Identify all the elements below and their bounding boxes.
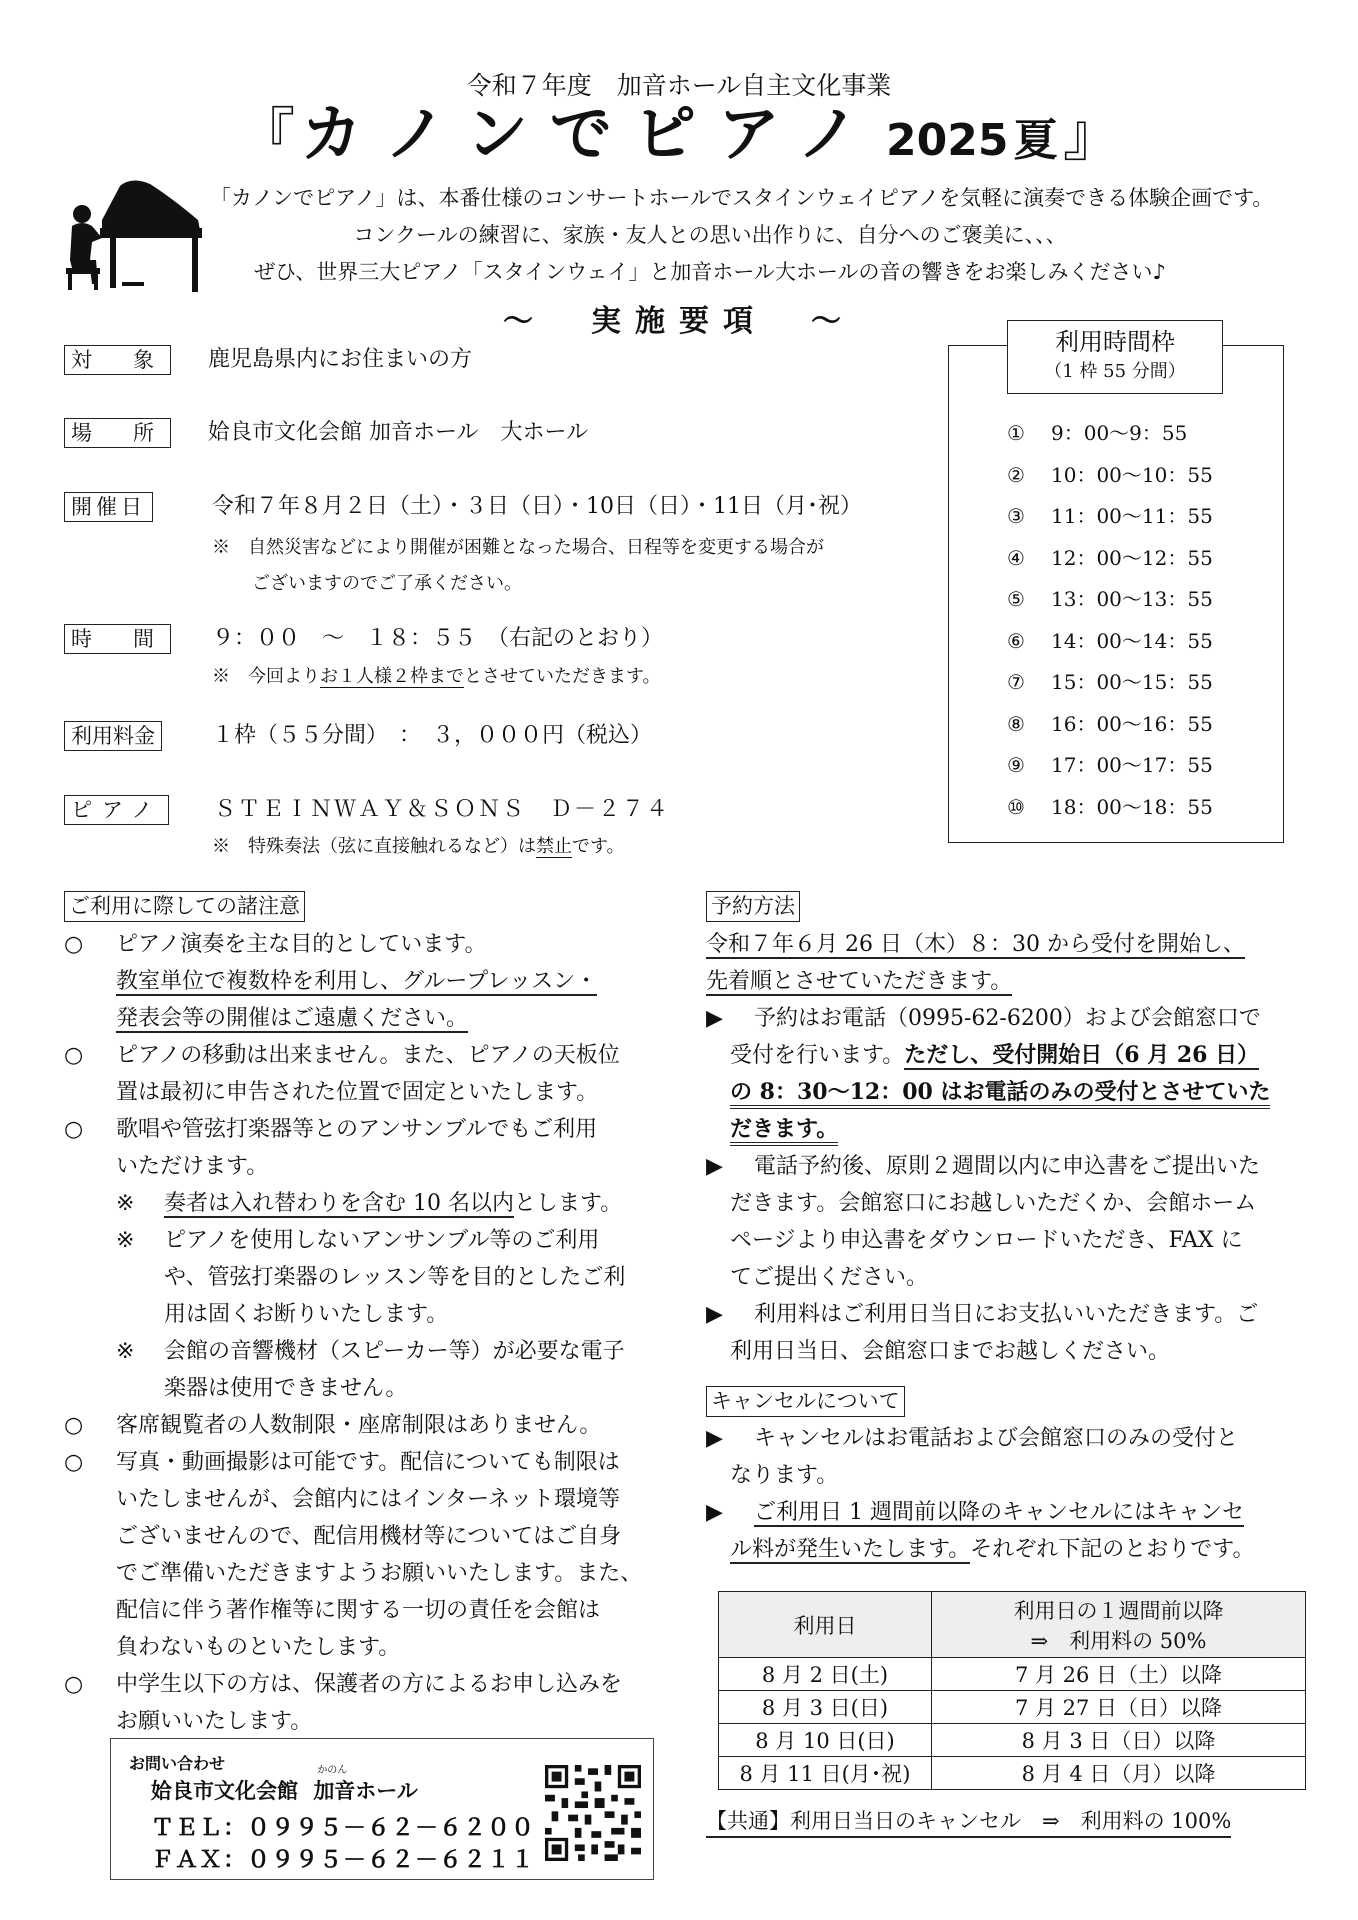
arrow-bullet-icon: ▶ bbox=[706, 1302, 723, 1327]
reservation-line: 利用日当日、会館窓口までお越しください。 bbox=[730, 1339, 1171, 1364]
time-slot-number: ⑤ bbox=[1007, 587, 1025, 611]
note-line: 負わないものといたします。 bbox=[116, 1635, 401, 1660]
note-line: ございませんので、配信用機材等についてはご自身 bbox=[116, 1524, 622, 1549]
contact-tel[interactable]: ＴＥＬ：０９９５－６２－６２００ bbox=[151, 1815, 535, 1841]
place-label: 場 所 bbox=[64, 418, 171, 448]
note-line: 置は最初に申告された位置で固定といたします。 bbox=[116, 1080, 599, 1105]
cancel-line: ご利用日 1 週間前以降のキャンセルにはキャンセ bbox=[754, 1500, 1244, 1525]
arrow-bullet-icon: ▶ bbox=[706, 1006, 723, 1031]
note-item bbox=[64, 1037, 684, 1111]
detail-place bbox=[64, 418, 589, 448]
time-slot-row bbox=[1007, 418, 1277, 460]
time-slot-number: ⑨ bbox=[1007, 753, 1025, 777]
kome-mark: ※ bbox=[116, 1228, 135, 1253]
cancel-bullet bbox=[706, 1494, 1306, 1568]
time-slot-row bbox=[1007, 543, 1277, 585]
page-title bbox=[0, 94, 1358, 174]
note-line: 客席観覧者の人数制限・座席制限はありません。 bbox=[116, 1413, 602, 1438]
time-slot-number: ③ bbox=[1007, 504, 1025, 528]
date-note-line: ※ 自然災害などにより開催が困難となった場合、日程等を変更する場合が bbox=[212, 537, 824, 558]
time-slot-row bbox=[1007, 626, 1277, 668]
time-slot-number: ⑦ bbox=[1007, 670, 1025, 694]
cancel-fee-table bbox=[718, 1591, 1306, 1790]
table-body bbox=[719, 1658, 1306, 1790]
fee-label: 利用料金 bbox=[64, 721, 162, 751]
time-slot-row bbox=[1007, 501, 1277, 543]
piano-note-emphasis: 禁止 bbox=[536, 836, 572, 857]
intro-line: ぜひ、世界三大ピアノ「スタインウェイ」と加音ホール大ホールの音の響きをお楽しみください♪ bbox=[254, 260, 1166, 284]
table-cell-deadline: 7 月 26 日（土）以降 bbox=[932, 1658, 1306, 1691]
time-note-pre: ※ 今回より bbox=[212, 666, 320, 687]
time-slot-subtitle: （1 枠 55 分間） bbox=[1044, 361, 1186, 382]
date-value: 令和７年８月２日（土）・３日（日）・10日（日）・11日（月･祝） bbox=[212, 494, 862, 519]
date-label: 開催日 bbox=[64, 492, 153, 522]
note-line: いただけます。 bbox=[116, 1154, 269, 1179]
note-line: 発表会等の開催はご遠慮ください。 bbox=[116, 1006, 469, 1031]
cancel-line: キャンセルはお電話および会館窓口のみの受付と bbox=[754, 1426, 1239, 1451]
arrow-bullet-icon: ▶ bbox=[706, 1500, 723, 1525]
time-slot-time: 17：00～17：55 bbox=[1051, 753, 1213, 777]
note-line: 奏者は入れ替わりを含む 10 名以内とします。 bbox=[164, 1191, 623, 1216]
reservation-bullet bbox=[706, 1000, 1306, 1148]
circle-bullet: ○ bbox=[64, 932, 84, 957]
reservation-bullet bbox=[706, 1296, 1306, 1370]
reservation-line: 令和７年６月 26 日（木）８：30 から受付を開始し、 bbox=[706, 932, 1245, 957]
reservation-line: だきます。会館窓口にお越しいただくか、会館ホーム bbox=[730, 1191, 1257, 1216]
table-header-deadline: 利用日の１週間前以降 ⇒ 利用料の 50% bbox=[932, 1592, 1306, 1658]
time-slot-number: ⑩ bbox=[1007, 794, 1025, 819]
time-slot-box bbox=[948, 328, 1284, 843]
circle-bullet: ○ bbox=[64, 1672, 84, 1697]
section-heading: ～ 実施要項 ～ bbox=[503, 304, 855, 339]
note-line: いたしませんが、会館内にはインターネット環境等 bbox=[116, 1487, 621, 1512]
time-slot-time: 18：00～18：55 bbox=[1051, 794, 1213, 819]
time-slot-time: 9：00～9：55 bbox=[1051, 421, 1188, 445]
note-line: ピアノの移動は出来ません。また、ピアノの天板位 bbox=[116, 1043, 620, 1068]
time-slot-number: ⑧ bbox=[1007, 711, 1025, 736]
target-label: 対 象 bbox=[64, 345, 171, 375]
note-line: 教室単位で複数枠を利用し、グループレッスン・ bbox=[116, 969, 598, 994]
table-cell-deadline: 8 月 3 日（日）以降 bbox=[932, 1724, 1306, 1757]
contact-hall-ruby: かのん bbox=[317, 1765, 348, 1776]
title-season: 夏 bbox=[1013, 115, 1058, 166]
note-item bbox=[64, 926, 684, 1037]
contact-fax: ＦＡＸ：０９９５－６２－６２１１ bbox=[151, 1847, 535, 1873]
time-slot-time: 11：00～11：55 bbox=[1051, 504, 1213, 528]
time-slot-row bbox=[1007, 792, 1277, 834]
table-row bbox=[719, 1658, 1306, 1691]
sub-note bbox=[116, 1333, 684, 1407]
date-note bbox=[212, 530, 824, 602]
detail-piano bbox=[64, 795, 671, 825]
detail-date bbox=[64, 492, 862, 522]
table-cell-date: 8 月 10 日(日) bbox=[719, 1724, 932, 1757]
cancel-body bbox=[706, 1420, 1306, 1568]
circle-bullet: ○ bbox=[64, 1117, 84, 1142]
cancel-common-note: 【共通】利用日当日のキャンセル ⇒ 利用料の 100% bbox=[706, 1806, 1231, 1838]
table-cell-date: 8 月 3 日(日) bbox=[719, 1691, 932, 1724]
cancel-line: なります。 bbox=[730, 1463, 839, 1488]
reservation-line: ページより申込書をダウンロードいただき、FAX に bbox=[730, 1228, 1243, 1253]
intro-text bbox=[210, 180, 1274, 291]
piano-note-pre: ※ 特殊奏法（弦に直接触れるなど）は bbox=[212, 836, 536, 857]
reservation-body bbox=[706, 926, 1306, 1370]
table-row bbox=[719, 1691, 1306, 1724]
time-slot-time: 10：00～10：55 bbox=[1051, 462, 1213, 487]
note-line: や、管弦打楽器のレッスン等を目的としたご利 bbox=[164, 1265, 626, 1290]
qr-code-icon[interactable] bbox=[545, 1765, 641, 1861]
note-line: ピアノ演奏を主な目的としています。 bbox=[116, 932, 487, 957]
time-note bbox=[212, 662, 661, 692]
time-value: ９：００ ～ １８：５５ （右記のとおり） bbox=[212, 626, 664, 651]
title-bracket-close: 』 bbox=[1062, 101, 1121, 169]
note-line: 用は固くお断りいたします。 bbox=[164, 1302, 449, 1327]
title-bracket-open: 『 bbox=[237, 101, 296, 169]
arrow-bullet-icon: ▶ bbox=[706, 1426, 723, 1451]
note-line: 中学生以下の方は、保護者の方によるお申し込みを bbox=[116, 1672, 623, 1697]
table-header-date: 利用日 bbox=[719, 1592, 932, 1658]
reservation-line: だきます。 bbox=[730, 1111, 1306, 1148]
time-note-emphasis: お１人様２枠まで bbox=[320, 666, 464, 687]
intro-line: コンクールの練習に、家族・友人との思い出作りに、自分へのご褒美に、、、 bbox=[353, 223, 1067, 247]
note-item bbox=[64, 1111, 684, 1407]
reservation-line: 利用料はご利用日当日にお支払いいただきます。ご bbox=[754, 1302, 1259, 1327]
piano-note-post: です。 bbox=[572, 836, 625, 857]
circle-bullet: ○ bbox=[64, 1450, 84, 1475]
fee-value: １枠（５５分間） ： ３，０００円（税込） bbox=[212, 723, 653, 748]
note-line: 配信に伴う著作権等に関する一切の責任を会館は bbox=[116, 1598, 601, 1623]
table-row bbox=[719, 1724, 1306, 1757]
time-slot-time: 16：00～16：55 bbox=[1051, 711, 1213, 736]
arrow-bullet-icon: ▶ bbox=[706, 1154, 723, 1179]
table-cell-deadline: 8 月 4 日（月）以降 bbox=[932, 1757, 1306, 1790]
date-note-line: ございますのでご了承ください。 bbox=[252, 573, 522, 594]
piano-label: ピアノ bbox=[64, 795, 169, 825]
time-slot-row bbox=[1007, 709, 1277, 751]
detail-target bbox=[64, 345, 473, 375]
reservation-bullet bbox=[706, 1148, 1306, 1296]
table-cell-deadline: 7 月 27 日（日）以降 bbox=[932, 1691, 1306, 1724]
title-year: 2025 bbox=[886, 115, 1009, 166]
grand-piano-player-icon bbox=[62, 176, 210, 296]
reservation-heading: 予約方法 bbox=[706, 891, 800, 922]
time-slot-time: 13：00～13：55 bbox=[1051, 587, 1213, 611]
time-note-post: とさせていただきます。 bbox=[464, 666, 661, 687]
cancel-bullet bbox=[706, 1420, 1306, 1494]
event-subtitle: 令和７年度 加音ホール自主文化事業 bbox=[466, 71, 892, 100]
time-slot-row bbox=[1007, 667, 1277, 709]
time-slot-row bbox=[1007, 460, 1277, 502]
time-label: 時 間 bbox=[64, 624, 171, 654]
time-slot-list bbox=[1007, 418, 1277, 833]
time-slot-time: 12：00～12：55 bbox=[1051, 545, 1213, 570]
reservation-line: 予約はお電話（0995-62-6200）および会館窓口で bbox=[754, 1006, 1261, 1031]
sub-note bbox=[116, 1185, 684, 1222]
table-header-row bbox=[719, 1592, 1306, 1658]
time-slot-title-box bbox=[1007, 320, 1223, 394]
reservation-line: 先着順とさせていただきます。 bbox=[706, 969, 1013, 994]
note-line: 歌唱や管弦打楽器等とのアンサンブルでもご利用 bbox=[116, 1117, 598, 1142]
target-value: 鹿児島県内にお住まいの方 bbox=[208, 347, 473, 372]
contact-org-name: 姶良市文化会館 bbox=[151, 1779, 298, 1803]
place-value: 姶良市文化会館 加音ホール 大ホール bbox=[208, 420, 589, 445]
piano-note bbox=[212, 832, 625, 862]
kome-mark: ※ bbox=[116, 1191, 135, 1216]
contact-heading: お問い合わせ bbox=[129, 1754, 226, 1773]
reservation-line: 受付を行います。ただし、受付開始日（6 月 26 日） bbox=[730, 1042, 1260, 1068]
cancel-heading: キャンセルについて bbox=[706, 1386, 905, 1417]
cancel-line: ル料が発生いたします。それぞれ下記のとおりです。 bbox=[730, 1537, 1255, 1562]
time-slot-title: 利用時間枠 bbox=[1055, 328, 1175, 356]
detail-time bbox=[64, 624, 664, 654]
contact-box bbox=[110, 1738, 654, 1880]
time-slot-number: ⑥ bbox=[1007, 628, 1025, 653]
piano-value: ＳＴＥＩＮＷＡＹ＆ＳＯＮＳ Ｄ－２７４ bbox=[214, 797, 671, 822]
table-cell-date: 8 月 2 日(土) bbox=[719, 1658, 932, 1691]
table-row bbox=[719, 1757, 1306, 1790]
time-slot-time: 15：00～15：55 bbox=[1051, 670, 1213, 694]
circle-bullet: ○ bbox=[64, 1043, 84, 1068]
reservation-line: てご提出ください。 bbox=[730, 1265, 929, 1290]
notes-heading: ご利用に際しての諸注意 bbox=[64, 891, 305, 922]
contact-org bbox=[151, 1765, 418, 1805]
intro-line: 「カノンでピアノ」は、本番仕様のコンサートホールでスタインウェイピアノを気軽に演奏できる体験企画です。 bbox=[210, 186, 1274, 210]
time-slot-number: ② bbox=[1007, 462, 1025, 487]
note-line: ピアノを使用しないアンサンブル等のご利用 bbox=[164, 1228, 600, 1253]
time-slot-row bbox=[1007, 584, 1277, 626]
title-main: カノンでピアノ bbox=[300, 97, 881, 170]
circle-bullet: ○ bbox=[64, 1413, 84, 1438]
time-slot-number: ④ bbox=[1007, 545, 1025, 570]
detail-fee bbox=[64, 721, 653, 751]
note-item bbox=[64, 1407, 684, 1444]
note-line: 会館の音響機材（スピーカー等）が必要な電子 bbox=[164, 1339, 625, 1364]
notes-list bbox=[64, 926, 684, 1740]
reservation-line: の 8：30～12：00 はお電話のみの受付とさせていた bbox=[730, 1074, 1306, 1111]
time-slot-row bbox=[1007, 750, 1277, 792]
note-item bbox=[64, 1666, 684, 1740]
reservation-line: 電話予約後、原則２週間以内に申込書をご提出いた bbox=[754, 1154, 1261, 1179]
kome-mark: ※ bbox=[116, 1339, 135, 1364]
time-slot-number: ① bbox=[1007, 421, 1025, 445]
note-line: でご準備いただきますようお願いいたします。また、 bbox=[116, 1561, 643, 1586]
sub-note bbox=[116, 1222, 684, 1333]
contact-hall: かのん 加音ホール bbox=[313, 1775, 418, 1805]
table-cell-date: 8 月 11 日(月･祝) bbox=[719, 1757, 932, 1790]
note-line: 楽器は使用できません。 bbox=[164, 1376, 408, 1401]
time-slot-time: 14：00～14：55 bbox=[1051, 628, 1213, 653]
note-line: お願いいたします。 bbox=[116, 1709, 313, 1734]
note-line: 写真・動画撮影は可能です。配信についても制限は bbox=[116, 1450, 620, 1475]
note-item bbox=[64, 1444, 684, 1666]
